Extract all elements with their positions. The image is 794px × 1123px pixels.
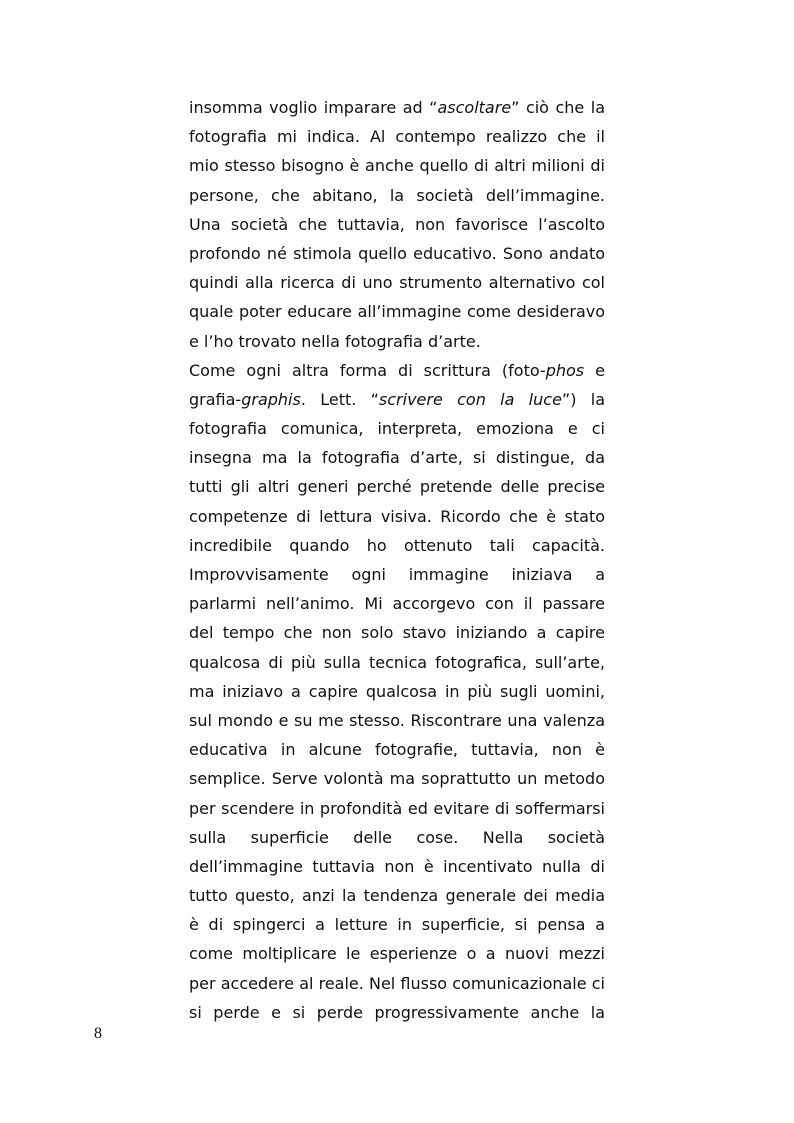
text-segment: dell’immagine tuttavia non è incentivato nulla di (189, 856, 605, 876)
italic-text: phos (545, 360, 585, 380)
text-line (189, 794, 605, 823)
text-segment: insomma voglio imparare ad “ (189, 98, 438, 117)
text-line (189, 648, 605, 677)
text-segment: ”) la (561, 389, 606, 409)
text-segment: profondo né stimola quello educativo. Sono andato (189, 243, 605, 263)
text-line (189, 881, 605, 910)
text-line (189, 502, 605, 531)
text-segment: grafia- (189, 389, 242, 409)
text-segment: tutto questo, anzi la tendenza generale dei media (189, 886, 605, 906)
text-segment: Come ogni altra forma di scrittura (foto- (189, 360, 546, 380)
text-line (189, 764, 605, 793)
text-segment: mio stesso bisogno è anche quello di altri milioni di (189, 156, 605, 176)
text-line (189, 327, 605, 356)
italic-text: ascoltare (437, 98, 512, 117)
text-segment: . Lett. “ (300, 389, 379, 409)
text-segment: sul mondo e su me stesso. Riscontrare una valenza (189, 710, 605, 730)
text-segment: fotografia mi indica. Al contempo realizzo che il (189, 127, 605, 147)
text-line (189, 356, 605, 385)
text-line (189, 735, 605, 764)
text-line (189, 531, 605, 560)
text-line (189, 852, 605, 881)
text-segment: e l’ho trovato nella fotografia d’arte. (189, 331, 481, 351)
text-segment: come moltiplicare le esperienze o a nuovi mezzi (189, 944, 605, 964)
text-segment: ma iniziavo a capire qualcosa in più sugli uomini, (189, 681, 605, 701)
text-segment: quindi alla ricerca di uno strumento alternativo col (189, 273, 605, 293)
text-segment: si perde e si perde progressivamente anche la (189, 1002, 605, 1022)
text-line (189, 677, 605, 706)
page-number: 8 (94, 1025, 102, 1042)
text-line (189, 998, 605, 1027)
text-segment: quale poter educare all’immagine come desideravo (189, 302, 605, 322)
text-line (189, 969, 605, 998)
text-line (189, 385, 605, 414)
text-line (189, 268, 605, 297)
text-segment: per accedere al reale. Nel flusso comunicazionale ci (189, 973, 605, 993)
text-segment: e (584, 360, 605, 380)
text-line (189, 122, 605, 151)
text-segment: insegna ma la fotografia d’arte, si distingue, da (189, 448, 605, 468)
text-segment: per scendere in profondità ed evitare di soffermarsi (189, 798, 605, 818)
text-segment: Una società che tuttavia, non favorisce l’ascolto (189, 214, 605, 234)
text-line (189, 706, 605, 735)
text-line (189, 589, 605, 618)
italic-text: scrivere con la luce (378, 389, 562, 409)
text-segment: è di spingerci a letture in superficie, si pensa a (189, 915, 605, 935)
text-line (189, 210, 605, 239)
body-text (189, 93, 605, 1027)
text-segment: parlarmi nell’animo. Mi accorgevo con il passare (189, 594, 605, 614)
text-line (189, 181, 605, 210)
text-line (189, 239, 605, 268)
text-line (189, 472, 605, 501)
text-segment: qualcosa di più sulla tecnica fotografica, sull’arte, (189, 652, 605, 672)
text-segment: incredibile quando ho ottenuto tali capacità. (189, 535, 605, 555)
text-line (189, 939, 605, 968)
text-line (189, 560, 605, 589)
text-segment: semplice. Serve volontà ma soprattutto un metodo (189, 769, 605, 789)
text-segment: competenze di lettura visiva. Ricordo che è stato (189, 506, 605, 526)
text-line (189, 618, 605, 647)
text-line (189, 151, 605, 180)
italic-text: graphis (241, 389, 301, 409)
text-line (189, 823, 605, 852)
text-line (189, 297, 605, 326)
text-segment: educativa in alcune fotografie, tuttavia, non è (189, 740, 605, 760)
text-line (189, 910, 605, 939)
text-segment: del tempo che non solo stavo iniziando a capire (189, 623, 605, 643)
text-segment: ” ciò che la (511, 98, 606, 117)
text-line (189, 414, 605, 443)
text-segment: Improvvisamente ogni immagine iniziava a (189, 565, 605, 584)
text-segment: fotografia comunica, interpreta, emoziona e ci (189, 419, 605, 439)
text-segment: sulla superficie delle cose. Nella società (189, 827, 605, 847)
text-line (189, 443, 605, 472)
text-segment: persone, che abitano, la società dell’immagine. (189, 185, 605, 205)
text-segment: tutti gli altri generi perché pretende delle precise (189, 477, 605, 497)
text-line (189, 93, 605, 122)
